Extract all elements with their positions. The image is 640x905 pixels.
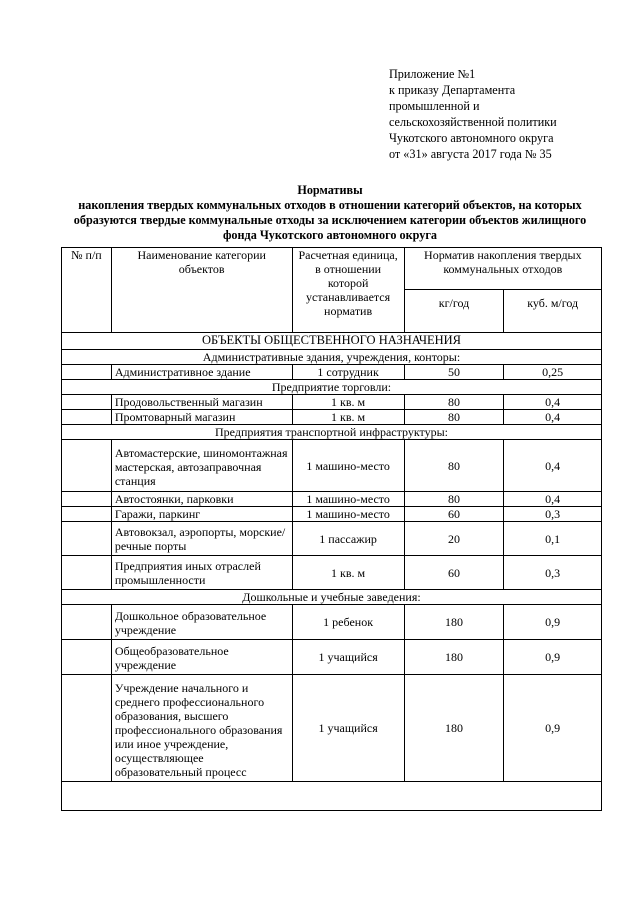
title-line: фонда Чукотского автономного округа xyxy=(223,228,437,242)
header-kg: кг/год xyxy=(404,290,504,333)
row-kg: 60 xyxy=(404,507,504,522)
row-num xyxy=(62,395,112,410)
header-num: № п/п xyxy=(62,248,112,333)
norms-table xyxy=(61,247,602,811)
table-row xyxy=(62,522,602,556)
row-m3: 0,1 xyxy=(504,522,602,556)
row-m3: 0,4 xyxy=(504,492,602,507)
table-row xyxy=(62,605,602,640)
row-name: Автостоянки, парковки xyxy=(111,492,292,507)
empty-row xyxy=(62,782,602,811)
row-num xyxy=(62,605,112,640)
row-unit: 1 ребенок xyxy=(292,605,404,640)
row-unit: 1 пассажир xyxy=(292,522,404,556)
row-name: Продовольственный магазин xyxy=(111,395,292,410)
table-row xyxy=(62,556,602,590)
row-num xyxy=(62,492,112,507)
row-num xyxy=(62,507,112,522)
row-kg: 180 xyxy=(404,640,504,675)
section-title: ОБЪЕКТЫ ОБЩЕСТВЕННОГО НАЗНАЧЕНИЯ xyxy=(62,333,602,350)
row-unit: 1 машино-место xyxy=(292,492,404,507)
row-kg: 20 xyxy=(404,522,504,556)
row-unit: 1 кв. м xyxy=(292,395,404,410)
row-m3: 0,9 xyxy=(504,640,602,675)
row-name: Гаражи, паркинг xyxy=(111,507,292,522)
group-title: Предприятия транспортной инфраструктуры: xyxy=(62,425,602,440)
row-m3: 0,4 xyxy=(504,410,602,425)
title-line: накопления твердых коммунальных отходов в отношении категорий объектов, на которых xyxy=(78,198,582,212)
appendix-header xyxy=(389,66,629,162)
group-row xyxy=(62,590,602,605)
table-row xyxy=(62,492,602,507)
row-num xyxy=(62,365,112,380)
row-m3: 0,4 xyxy=(504,395,602,410)
row-name: Учреждение начального и среднего профессионального образования, высшего профессионального образования или иное учреждение, осуществляющее образовательный процесс xyxy=(111,675,292,782)
header-name: Наименование категории объектов xyxy=(111,248,292,333)
table-row xyxy=(62,410,602,425)
row-name: Административное здание xyxy=(111,365,292,380)
group-row xyxy=(62,425,602,440)
empty-cell xyxy=(62,782,602,811)
row-unit: 1 кв. м xyxy=(292,556,404,590)
table-row xyxy=(62,365,602,380)
row-kg: 80 xyxy=(404,492,504,507)
table-row xyxy=(62,440,602,492)
row-unit: 1 учащийся xyxy=(292,675,404,782)
table-row xyxy=(62,675,602,782)
row-unit: 1 машино-место xyxy=(292,507,404,522)
row-num xyxy=(62,440,112,492)
row-kg: 80 xyxy=(404,395,504,410)
table-row xyxy=(62,395,602,410)
appendix-line: Чукотского автономного округа xyxy=(389,131,554,145)
appendix-line: сельскохозяйственной политики xyxy=(389,115,557,129)
row-m3: 0,3 xyxy=(504,507,602,522)
row-name: Промтоварный магазин xyxy=(111,410,292,425)
row-unit: 1 кв. м xyxy=(292,410,404,425)
row-num xyxy=(62,640,112,675)
row-kg: 50 xyxy=(404,365,504,380)
group-row xyxy=(62,350,602,365)
document-title xyxy=(40,183,620,243)
header-unit: Расчетная единица, в отношении которой устанавливается норматив xyxy=(292,248,404,333)
group-title: Административные здания, учреждения, конторы: xyxy=(62,350,602,365)
row-name: Автомастерские, шиномонтажная мастерская, автозаправочная станция xyxy=(111,440,292,492)
row-num xyxy=(62,556,112,590)
row-name: Общеобразовательное учреждение xyxy=(111,640,292,675)
row-m3: 0,4 xyxy=(504,440,602,492)
row-m3: 0,3 xyxy=(504,556,602,590)
group-title: Предприятие торговли: xyxy=(62,380,602,395)
title-line: Нормативы xyxy=(297,183,363,197)
row-unit: 1 учащийся xyxy=(292,640,404,675)
row-kg: 180 xyxy=(404,605,504,640)
appendix-line: промышленной и xyxy=(389,99,480,113)
row-m3: 0,9 xyxy=(504,675,602,782)
row-num xyxy=(62,410,112,425)
row-kg: 180 xyxy=(404,675,504,782)
row-unit: 1 машино-место xyxy=(292,440,404,492)
row-name: Предприятия иных отраслей промышленности xyxy=(111,556,292,590)
row-num xyxy=(62,675,112,782)
header-norm: Норматив накопления твердых коммунальных отходов xyxy=(404,248,601,290)
row-num xyxy=(62,522,112,556)
row-unit: 1 сотрудник xyxy=(292,365,404,380)
row-kg: 80 xyxy=(404,440,504,492)
row-kg: 80 xyxy=(404,410,504,425)
group-row xyxy=(62,380,602,395)
table-row xyxy=(62,507,602,522)
table-row xyxy=(62,640,602,675)
row-name: Автовокзал, аэропорты, морские/речные порты xyxy=(111,522,292,556)
group-title: Дошкольные и учебные заведения: xyxy=(62,590,602,605)
row-m3: 0,9 xyxy=(504,605,602,640)
appendix-line: Приложение №1 xyxy=(389,67,476,81)
row-m3: 0,25 xyxy=(504,365,602,380)
title-line: образуются твердые коммунальные отходы за исключением категории объектов жилищного xyxy=(73,213,587,227)
appendix-line: от «31» августа 2017 года № 35 xyxy=(389,147,552,161)
header-m3: куб. м/год xyxy=(504,290,602,333)
appendix-line: к приказу Департамента xyxy=(389,83,516,97)
section-row xyxy=(62,333,602,350)
row-name: Дошкольное образовательное учреждение xyxy=(111,605,292,640)
row-kg: 60 xyxy=(404,556,504,590)
